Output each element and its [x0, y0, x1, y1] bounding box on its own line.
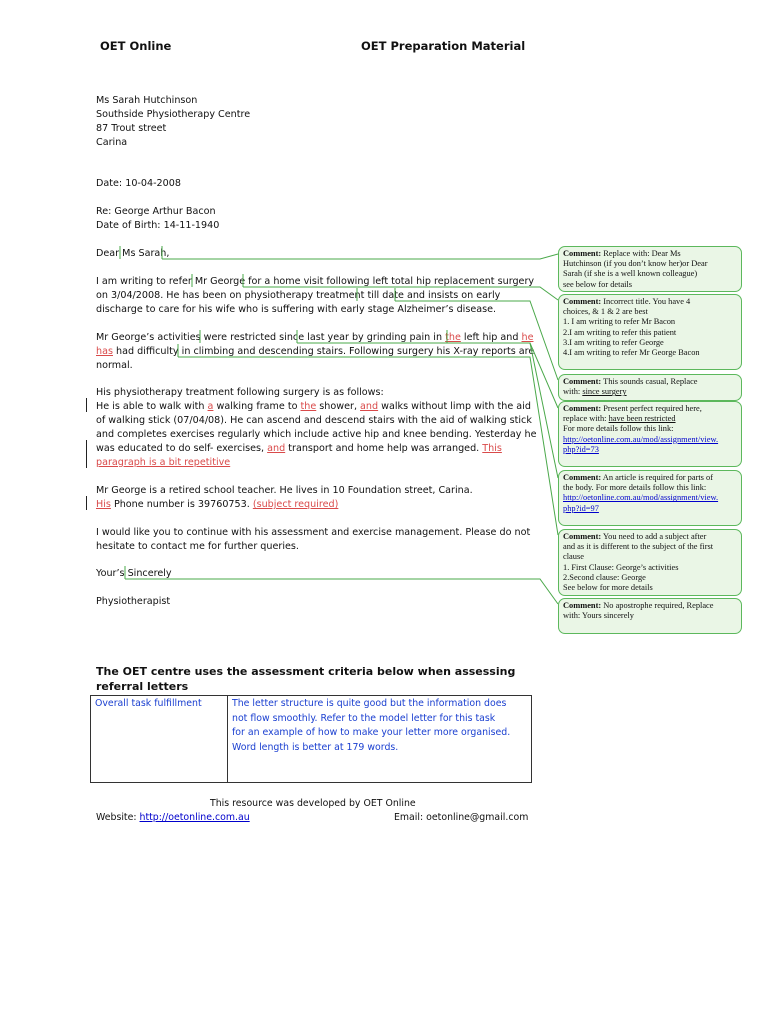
table-row: [91, 696, 532, 783]
address-line: Carina: [96, 137, 128, 148]
para1-line1: I am writing to refer Mr George for a home visit following left total hip replacement surgery: [96, 276, 535, 287]
address-line: Ms Sarah Hutchinson: [96, 95, 198, 106]
comment-box[interactable]: Comment: No apostrophe required, Replace with: Yours sincerely: [558, 598, 742, 634]
comment-box[interactable]: Comment: Present perfect required here, replace with: have been restricted For more details follow this link: http://oetonline.com.au/mod/assignment/view. php?id=73: [558, 401, 742, 467]
para3-intro: His physiotherapy treatment following surgery is as follows:: [96, 387, 384, 398]
para1-line2: on 3/04/2008. He has been on physiotherapy treatment till date and insists on early: [96, 290, 501, 301]
para3-line1: He is able to walk with a walking frame to the shower, and walks without limp with the aid: [96, 401, 531, 412]
criteria-table: [90, 695, 532, 783]
salutation-name: Ms Sarah: [122, 248, 167, 259]
closing: Your’s Sincerely: [96, 568, 172, 579]
criteria-title: The OET centre uses the assessment criteria below when assessing referral letters: [96, 665, 516, 693]
para3-line2: of walking stick (07/04/08). He can ascend and descend stairs with the aid of walking stick: [96, 415, 532, 426]
footer-email: Email: oetonline@gmail.com: [394, 812, 529, 823]
criteria-label: Overall task fulfillment: [91, 696, 228, 783]
header-left: OET Online: [100, 39, 172, 53]
para5-line2: hesitate to contact me for further queries.: [96, 541, 299, 552]
para5-line1: I would like you to continue with his assessment and exercise management. Please do not: [96, 527, 531, 538]
address-line: Southside Physiotherapy Centre: [96, 109, 251, 120]
para3-line3: and completes exercises regularly which include active hip and knee bending. Yesterday he: [96, 429, 537, 440]
salutation: Dear Ms Sarah,: [96, 248, 170, 259]
criteria-feedback: The letter structure is quite good but the information does not flow smoothly. Refer to the model letter for this task for an example of how to make your letter more organised. Word length is better at 179 words.: [228, 696, 532, 783]
header-right: OET Preparation Material: [361, 39, 526, 53]
para4-line1: Mr George is a retired school teacher. He lives in 10 Foundation street, Carina.: [96, 485, 473, 496]
para3-line4: was educated to do self- exercises, and transport and home help was arranged. This: [96, 443, 502, 454]
re-line: Re: George Arthur Bacon: [96, 206, 216, 217]
comment-link[interactable]: php?id=73: [563, 444, 599, 454]
comment-box[interactable]: Comment: Incorrect title. You have 4 choices, & 1 & 2 are best 1. I am writing to refer Mr Bacon 2.I am writing to refer this patient 3.I am writing to refer George 4.I am writing to refer Mr George Bacon: [558, 294, 742, 370]
date-line: Date: 10-04-2008: [96, 178, 181, 189]
footer-website: Website: http://oetonline.com.au: [96, 812, 250, 823]
para4-line2: His Phone number is 39760753. (subject required): [96, 499, 339, 510]
comment-link[interactable]: http://oetonline.com.au/mod/assignment/view.: [563, 434, 719, 444]
comment-box[interactable]: Comment: You need to add a subject after and as it is different to the subject of the first clause 1. First Clause: George’s activities 2.Second clause: George See below for more details: [558, 529, 742, 596]
comment-box[interactable]: Comment: An article is required for parts of the body. For more details follow this link: http://oetonline.com.au/mod/assignment/view. php?id=97: [558, 470, 742, 526]
website-link[interactable]: http://oetonline.com.au: [139, 812, 250, 823]
para2-line1: Mr George’s activities were restricted since last year by grinding pain in the left hip and he: [96, 332, 534, 343]
para2-line2: has had difficulty in climbing and descending stairs. Following surgery his X-ray reports are: [96, 346, 535, 357]
comment-link[interactable]: http://oetonline.com.au/mod/assignment/view.: [563, 493, 719, 503]
para1-line3: discharge to care for his wife who is suffering with early stage Alzheimer’s disease.: [96, 304, 497, 315]
para2-line3: normal.: [96, 360, 133, 371]
address-line: 87 Trout street: [96, 123, 167, 134]
footer-developed: This resource was developed by OET Online: [210, 798, 416, 809]
signature: Physiotherapist: [96, 596, 171, 607]
comment-link[interactable]: php?id=97: [563, 503, 599, 513]
para3-line5: paragraph is a bit repetitive: [96, 457, 231, 468]
comment-box[interactable]: Comment: Replace with: Dear Ms Hutchinson (if you don’t know her)or Dear Sarah (if she is a well known colleague) see below for details: [558, 246, 742, 292]
dob-line: Date of Birth: 14-11-1940: [96, 220, 220, 231]
comment-box[interactable]: Comment: This sounds casual, Replace with: since surgery: [558, 374, 742, 401]
